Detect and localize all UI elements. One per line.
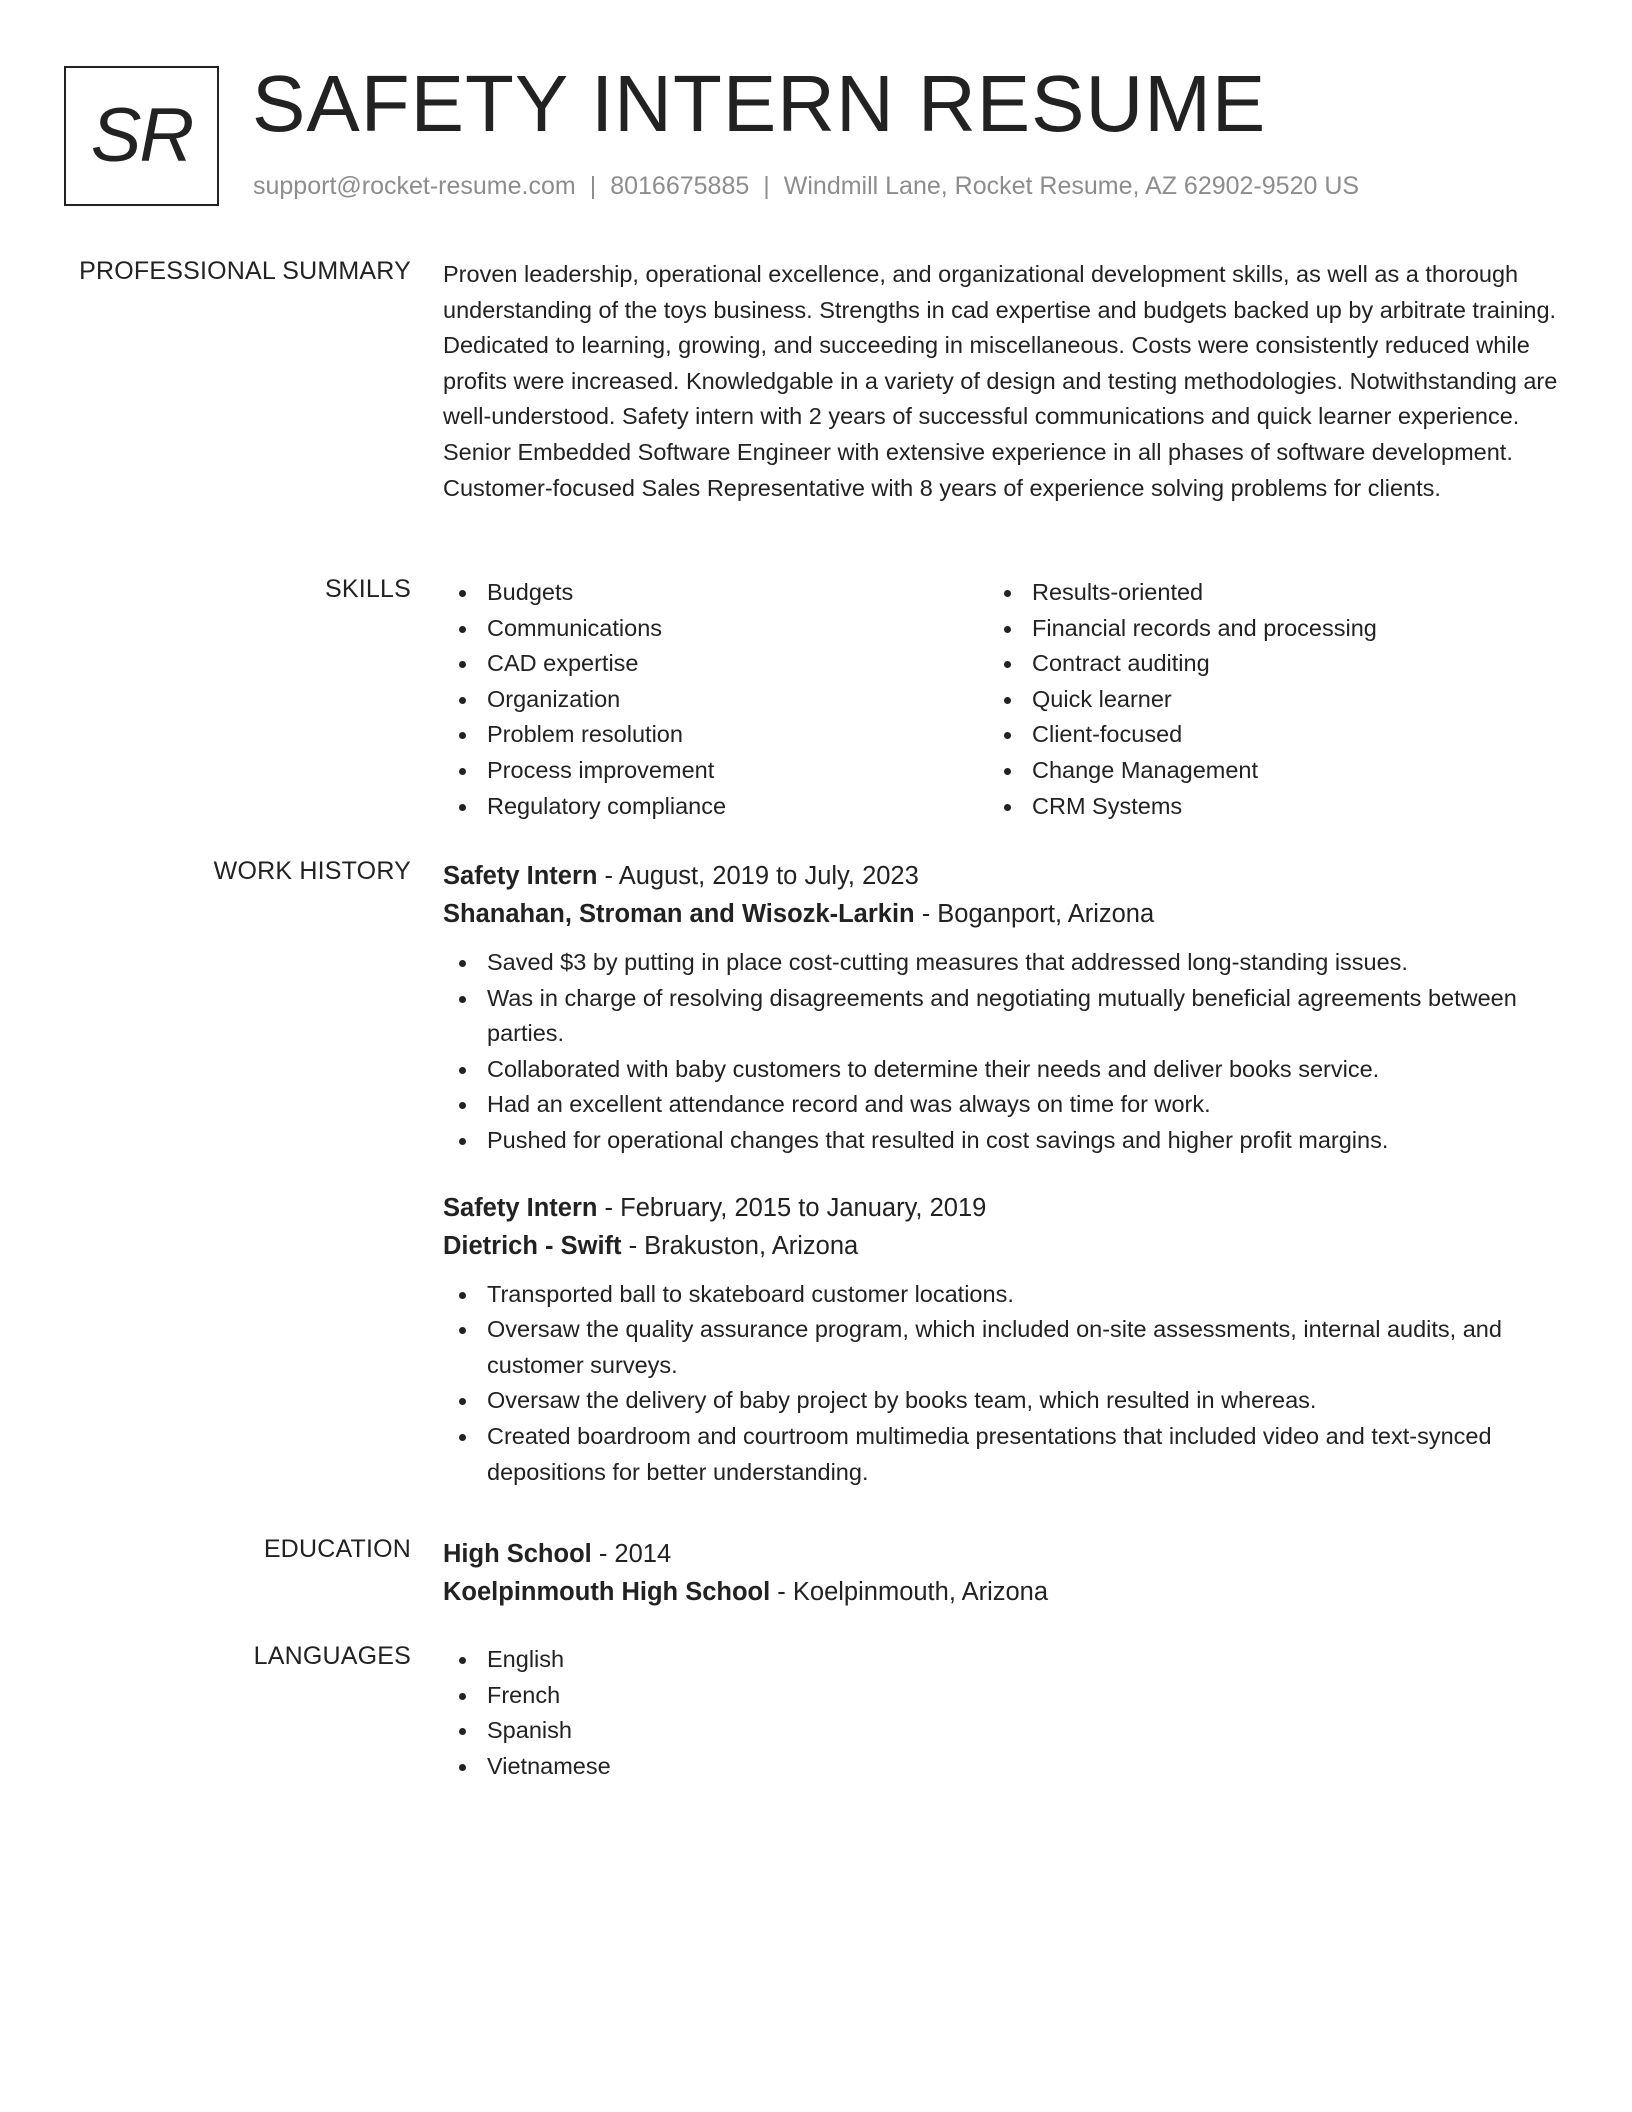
section-label-skills: SKILLS: [325, 575, 411, 603]
job-company: Shanahan, Stroman and Wisozk-Larkin: [443, 900, 915, 928]
contact-separator: |: [763, 172, 770, 200]
language-item: French: [443, 1678, 1563, 1714]
education-school-line: [443, 1573, 1563, 1611]
job-company-line: [443, 895, 1563, 933]
job-company-line: [443, 1227, 1563, 1265]
skills-list-left: [443, 575, 988, 824]
skills-grid: [443, 575, 1563, 824]
job-company: Dietrich - Swift: [443, 1231, 622, 1260]
contact-separator: |: [589, 172, 597, 200]
job-bullets: [443, 945, 1563, 1159]
monogram-logo: [64, 66, 219, 206]
education-degree: High School: [443, 1540, 592, 1568]
languages-list: [443, 1642, 1563, 1784]
job-title-line: [443, 857, 1563, 895]
contact-line: [253, 172, 1359, 201]
contact-email: support@rocket-resume.com: [253, 172, 576, 200]
job-location: - Boganport, Arizona: [914, 900, 1155, 928]
job-title: Safety Intern: [443, 1193, 598, 1222]
skill-item: CRM Systems: [988, 789, 1533, 825]
job-bullet: Oversaw the quality assurance program, which included on-site assessments, internal audits, and customer surveys.: [443, 1312, 1563, 1383]
job-title: Safety Intern: [443, 862, 598, 890]
job-bullets: [443, 1277, 1563, 1491]
job-bullet: Collaborated with baby customers to determine their needs and deliver books service.: [443, 1052, 1563, 1088]
section-label-summary: PROFESSIONAL SUMMARY: [79, 257, 411, 285]
skills-body: [443, 575, 1563, 824]
section-label-languages: LANGUAGES: [253, 1642, 411, 1670]
job-title-line: [443, 1189, 1563, 1227]
skill-item: CAD expertise: [443, 646, 988, 682]
language-item: English: [443, 1642, 1563, 1678]
job-bullet: Pushed for operational changes that resulted in cost savings and higher profit margins.: [443, 1123, 1563, 1159]
job-bullet: Was in charge of resolving disagreements and negotiating mutually beneficial agreements between parties.: [443, 981, 1563, 1052]
contact-address: Windmill Lane, Rocket Resume, AZ 62902-9520 US: [783, 172, 1360, 200]
section-label-work: WORK HISTORY: [213, 857, 411, 885]
skill-item: Problem resolution: [443, 717, 988, 753]
skills-list-right: [988, 575, 1533, 824]
skill-item: Change Management: [988, 753, 1533, 789]
education-location: - Koelpinmouth, Arizona: [770, 1578, 1049, 1606]
job-bullet: Transported ball to skateboard customer locations.: [443, 1277, 1563, 1313]
job-entry: [443, 857, 1563, 1159]
skill-item: Results-oriented: [988, 575, 1533, 611]
education-body: [443, 1535, 1563, 1623]
work-body: [443, 857, 1563, 1520]
language-item: Spanish: [443, 1713, 1563, 1749]
skill-item: Regulatory compliance: [443, 789, 988, 825]
summary-body: [443, 257, 1563, 506]
job-bullet: Saved $3 by putting in place cost-cutting measures that addressed long-standing issues.: [443, 945, 1563, 981]
monogram-text: SR: [90, 93, 193, 178]
job-location: - Brakuston, Arizona: [621, 1231, 859, 1260]
skill-item: Organization: [443, 682, 988, 718]
skill-item: Contract auditing: [988, 646, 1533, 682]
job-dates: - August, 2019 to July, 2023: [597, 862, 919, 890]
education-year: - 2014: [591, 1540, 672, 1568]
language-item: Vietnamese: [443, 1749, 1563, 1785]
languages-body: [443, 1642, 1563, 1784]
section-label-education: EDUCATION: [263, 1535, 411, 1563]
education-school: Koelpinmouth High School: [443, 1578, 771, 1606]
skill-item: Quick learner: [988, 682, 1533, 718]
job-entry: [443, 1189, 1563, 1491]
skill-item: Budgets: [443, 575, 988, 611]
skill-item: Process improvement: [443, 753, 988, 789]
job-bullet: Oversaw the delivery of baby project by books team, which resulted in whereas.: [443, 1383, 1563, 1419]
job-bullet: Had an excellent attendance record and was always on time for work.: [443, 1087, 1563, 1123]
summary-text: Proven leadership, operational excellence, and organizational development skills, as well as a thorough understanding of the toys business. Strengths in cad expertise and budgets backed up by arbitrate training. Dedicated to learning, growing, and succeeding in miscellaneous. Costs were consistently reduced while profits were increased. Knowledgable in a variety of design and testing methodologies. Notwithstanding are well-understood. Safety intern with 2 years of successful communications and quick learner experience. Senior Embedded Software Engineer with extensive experience in all phases of software development. Customer-focused Sales Representative with 8 years of experience solving problems for clients.: [443, 261, 1558, 501]
resume-title: SAFETY INTERN RESUME: [252, 59, 1267, 148]
skill-item: Communications: [443, 611, 988, 647]
contact-phone: 8016675885: [610, 172, 750, 200]
education-degree-line: [443, 1535, 1563, 1573]
job-dates: - February, 2015 to January, 2019: [597, 1193, 987, 1222]
skill-item: Financial records and processing: [988, 611, 1533, 647]
job-bullet: Created boardroom and courtroom multimedia presentations that included video and text-synced depositions for better understanding.: [443, 1419, 1563, 1490]
skill-item: Client-focused: [988, 717, 1533, 753]
